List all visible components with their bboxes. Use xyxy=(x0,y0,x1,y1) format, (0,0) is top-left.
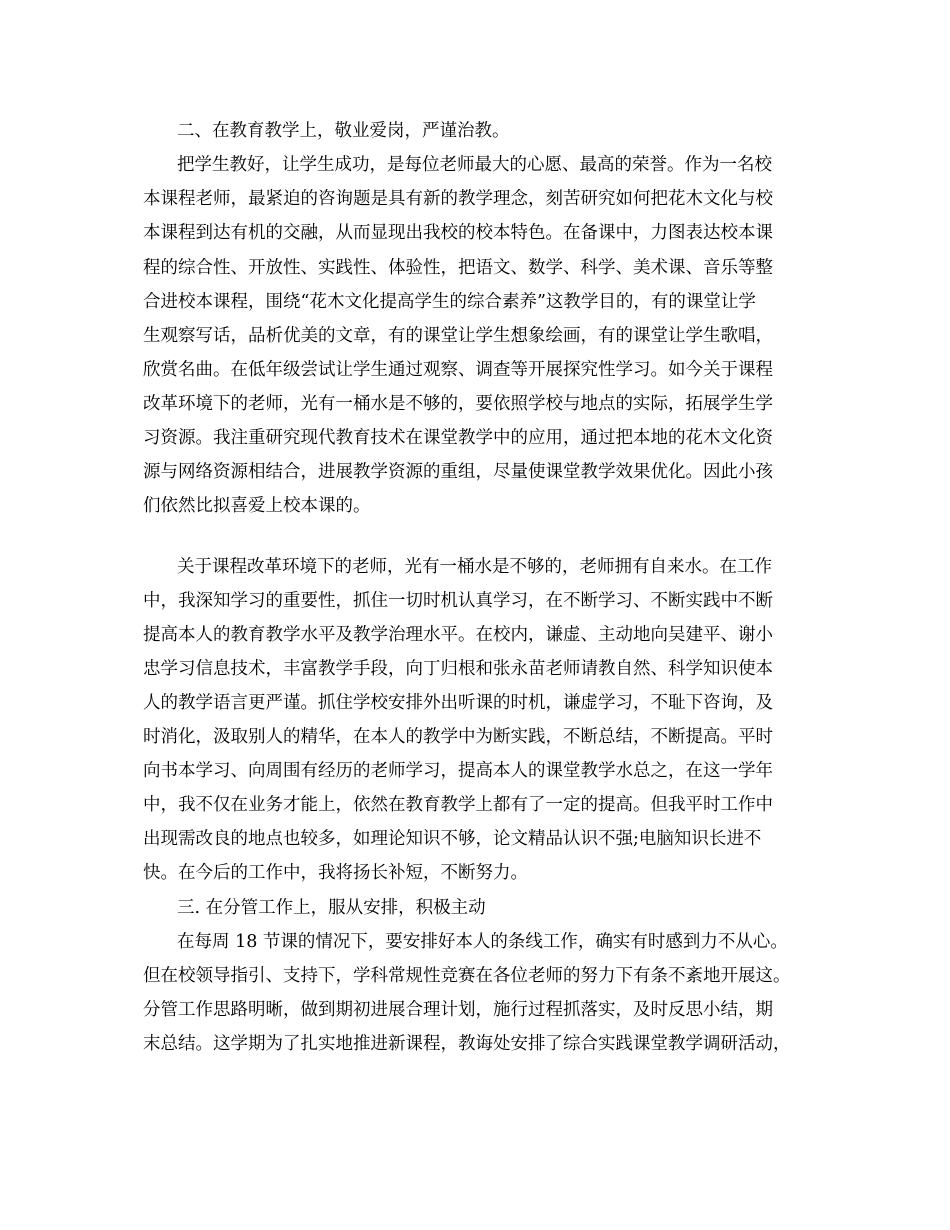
document-page: 二、在教育教学上，敬业爱岗，严谨治教。 把学生教好，让学生成功，是每位老师最大的心愿、最高的荣誉。作为一名校 本课程老师，最紧迫的咨询题是具有新的教学理念，刻苦研究如何把花木文化与校 本课程到达有机的交融，从而显现出我校的校本特色。在备课中，力图表达校本课 程的综合性、开放性、实践性、体验性，把语文、数学、科学、美术课、音乐等整 合进校本课程，围绕“花木文化提高学生的综合素养”这教学目的，有的课堂让学 生观察写话，品析优美的文章，有的课堂让学生想象绘画，有的课堂让学生歌唱， 欣赏名曲。在低年级尝试让学生通过观察、调查等开展探究性学习。如今关于课程 改革环境下的老师，光有一桶水是不够的，要依照学校与地点的实际，拓展学生学 习资源。我注重研究现代教育技术在课堂教学中的应用，通过把本地的花木文化资 源与网络资源相结合，进展教学资源的重组，尽量使课堂教学效果优化。因此小孩 们依然比拟喜爱上校本课的。 关于课程改革环境下的老师，光有一桶水是不够的，老师拥有自来水。在工作 中，我深知学习的重要性，抓住一切时机认真学习，在不断学习、不断实践中不断 提高本人的教育教学水平及教学治理水平。在校内，谦虚、主动地向吴建平、谢小 忠学习信息技术，丰富教学手段，向丁归根和张永苗老师请教自然、科学知识使本 人的教学语言更严谨。抓住学校安排外出听课的时机，谦虚学习，不耻下咨询，及 时消化，汲取别人的精华，在本人的教学中为断实践，不断总结，不断提高。平时 向书本学习、向周围有经历的老师学习，提高本人的课堂教学水总之，在这一学年 中，我不仅在业务才能上，依然在教育教学上都有了一定的提高。但我平时工作中 出现需改良的地点也较多，如理论知识不够，论文精品认识不强;电脑知识长进不 快。在今后的工作中，我将扬长补短，不断努力。 三. 在分管工作上，服从安排，积极主动 在每周 18 节课的情况下，要安排好本人的条线工作，确实有时感到力不从心。 但在校领导指引、支持下，学科常规性竞赛在各位老师的努力下有条不紊地开展这。 分管工作思路明晰，做到期初进展合理计划，施行过程抓落实，及时反思小结，期 末总结。这学期为了扎实地推进新课程，教诲处安排了综合实践课堂教学调研活动， xyxy=(0,0,950,1230)
